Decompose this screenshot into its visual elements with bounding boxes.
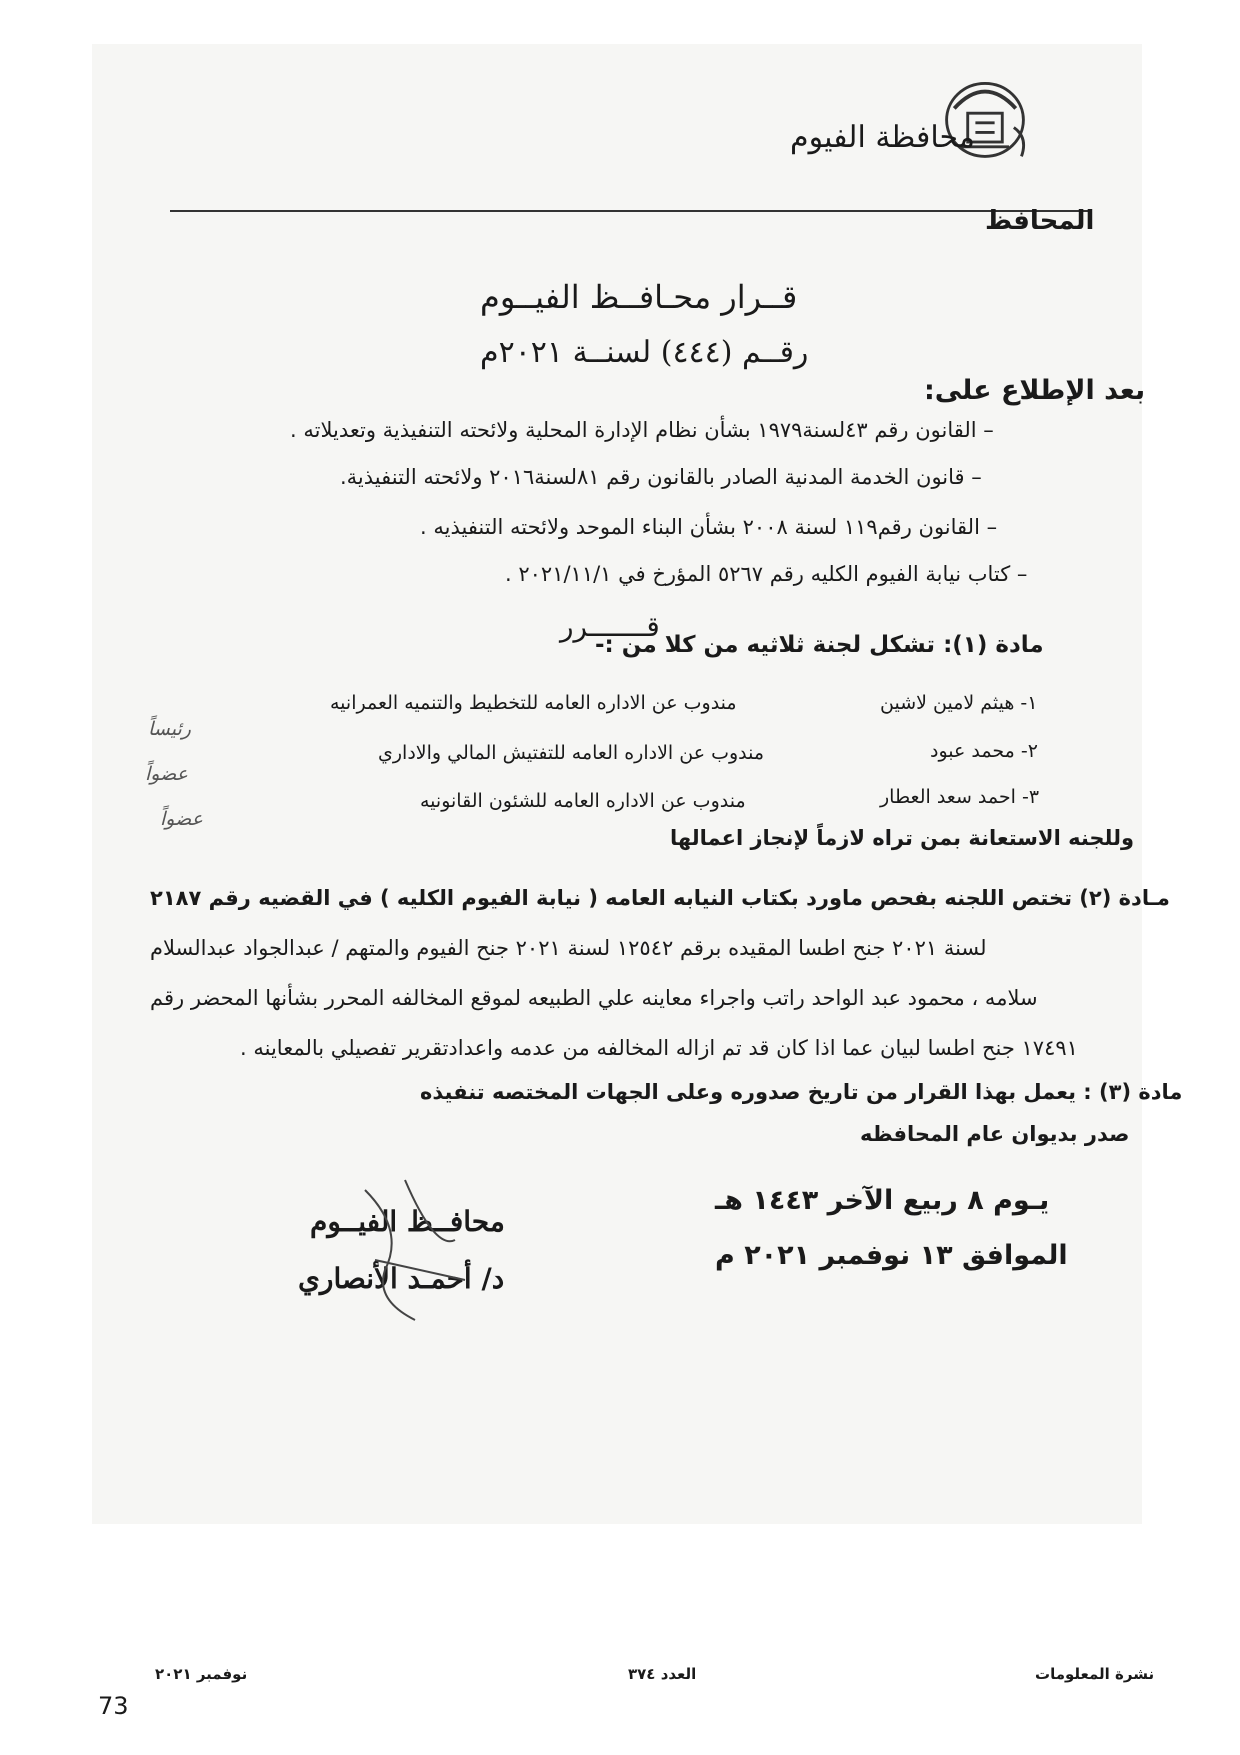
member-role: مندوب عن الاداره العامه للتخطيط والتنميه العمرانيه [330,692,737,714]
member-status: عضواً [160,808,203,830]
article-1-heading: مادة (١): تشكل لجنة ثلاثيه من كلا من :- [595,632,1044,658]
office-title: المحافظ [985,206,1095,236]
footer-date: نوفمبر ٢٠٢١ [155,1665,248,1683]
gregorian-date: الموافق ١٣ نوفمبر ٢٠٢١ م [715,1240,1068,1271]
decree-title: قــرار محـافــظ الفيــوم [480,278,798,316]
decision-word: قـــــــرر [560,610,660,643]
member-name: ٣- احمد سعد العطار [880,786,1040,808]
footer-publication: نشرة المعلومات [1035,1665,1155,1683]
preamble-item: – القانون رقم١١٩ لسنة ٢٠٠٨ بشأن البناء الموحد ولائحته التنفيذيه . [420,515,998,539]
article-2-line: سلامه ، محمود عبد الواحد راتب واجراء معاينه علي الطبيعه لموقع المخالفه المحرر بشأنها المحضر رقم [150,986,1038,1010]
article-2-line: مـادة (٢) تختص اللجنه بفحص ماورد بكتاب النيابه العامه ( نيابة الفيوم الكليه ) في القضيه رقم ٢١٨٧ [150,886,1170,910]
signatory-name: د/ أحمـد الأنصاري [298,1262,505,1295]
scanned-page [92,44,1142,1524]
preamble-item: – كتاب نيابة الفيوم الكليه رقم ٥٢٦٧ المؤرخ في ٢٠٢١/١١/١ . [505,562,1028,586]
preamble-intro: بعد الإطلاع على: [924,375,1146,406]
preamble-item: – القانون رقم ٤٣لسنة١٩٧٩ بشأن نظام الإدارة المحلية ولائحته التنفيذية وتعديلاته . [290,418,994,442]
article-1-note: وللجنه الاستعانة بمن تراه لازماً لإنجاز اعمالها [670,826,1135,850]
member-status: عضواً [145,763,188,785]
article-2-line: ١٧٤٩١ جنح اطسا لبيان عما اذا كان قد تم ازاله المخالفه من عدمه واعدادتقرير تفصيلي بالمعاينه . [240,1036,1078,1060]
decree-number: رقــم (٤٤٤) لسنــة ٢٠٢١م [480,335,809,370]
preamble-item: – قانون الخدمة المدنية الصادر بالقانون رقم ٨١لسنة٢٠١٦ ولائحته التنفيذية. [340,465,982,489]
member-status: رئيساً [148,718,191,740]
issued-line: صدر بديوان عام المحافظه [860,1122,1130,1146]
governorate-name: محافظة الفيوم [790,120,975,155]
article-3-text: مادة (٣) : يعمل بهذا القرار من تاريخ صدوره وعلى الجهات المختصه تنفيذه [420,1080,1183,1104]
article-2-line: لسنة ٢٠٢١ جنح اطسا المقيده برقم ١٢٥٤٢ لسنة ٢٠٢١ جنح الفيوم والمتهم / عبدالجواد عبدالسلام [150,936,987,960]
member-role: مندوب عن الاداره العامه للشئون القانونيه [420,790,746,812]
handwritten-signature [345,1170,485,1330]
signatory-title: محافــظ الفيــوم [310,1205,505,1238]
member-name: ١- هيثم لامين لاشين [880,692,1038,714]
hijri-date: يـوم ٨ ربيع الآخر ١٤٤٣ هـ [715,1185,1050,1216]
member-role: مندوب عن الاداره العامه للتفتيش المالي والاداري [378,742,765,764]
member-name: ٢- محمد عبود [930,740,1038,762]
footer-issue: العدد ٣٧٤ [628,1665,697,1683]
page-number: 73 [98,1692,129,1720]
header-divider [170,210,1090,212]
